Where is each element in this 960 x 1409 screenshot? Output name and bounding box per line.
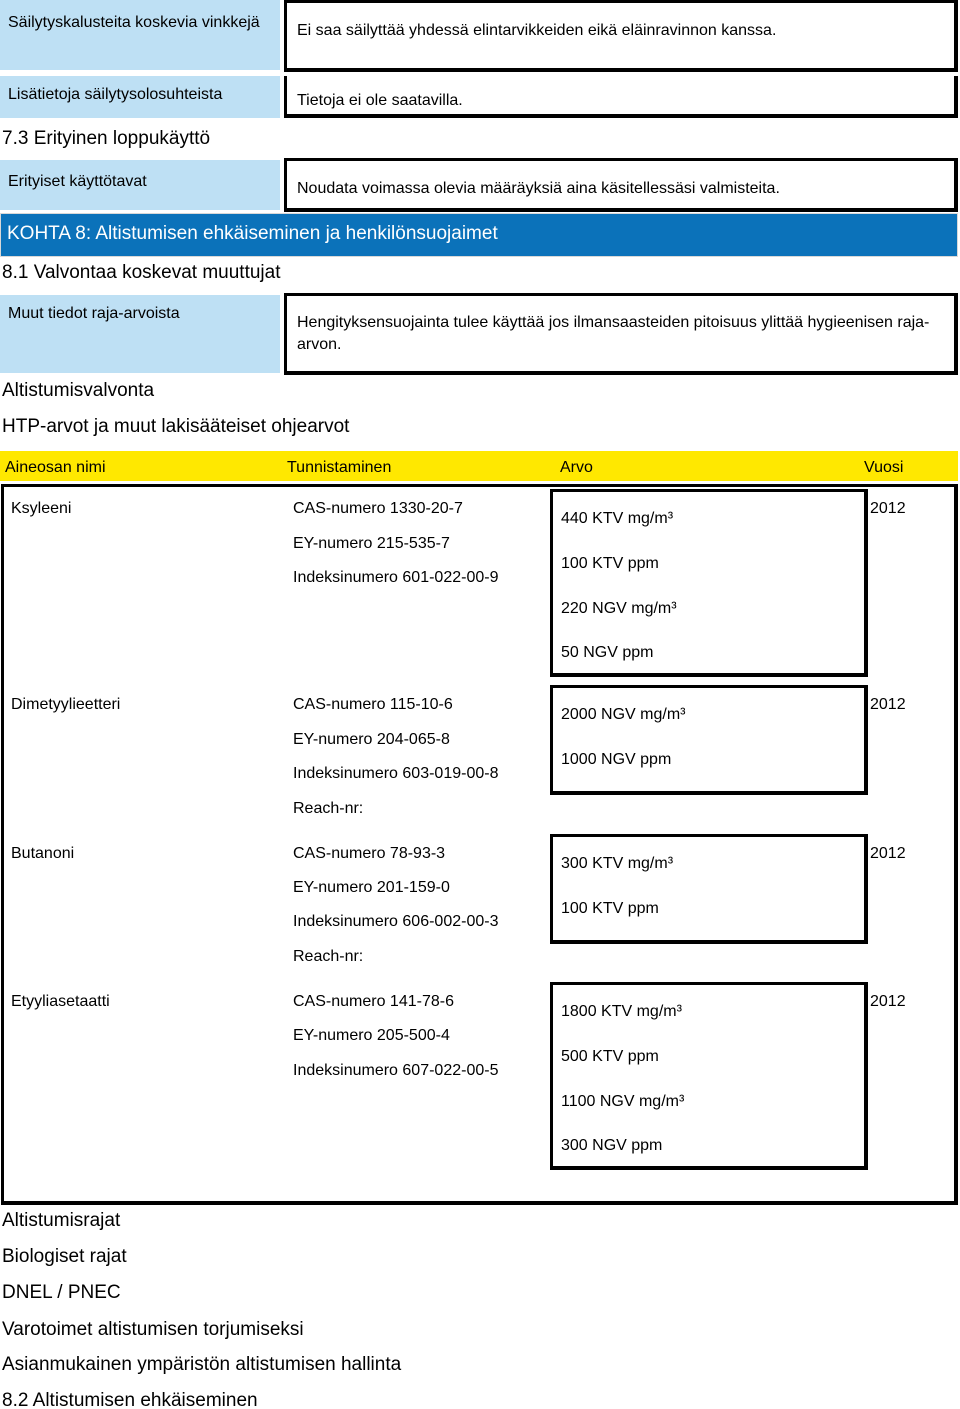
row-2-value-1: 2000 NGV mg/m³ xyxy=(561,706,686,723)
row-1-value-3: 220 NGV mg/m³ xyxy=(561,600,677,617)
row-2-index: Indeksinumero 603-019-00-8 xyxy=(293,765,499,782)
row-1-values xyxy=(550,489,868,677)
row-1-index: Indeksinumero 601-022-00-9 xyxy=(293,569,499,586)
section-8-2-title: 8.2 Altistumisen ehkäiseminen xyxy=(2,1390,258,1409)
row-4-index: Indeksinumero 607-022-00-5 xyxy=(293,1062,499,1079)
row-2-values xyxy=(550,685,868,795)
storage-more-label: Lisätietoja säilytysolosuhteista xyxy=(0,76,280,118)
row-2-ey: EY-numero 204-065-8 xyxy=(293,731,450,748)
row-2-reach: Reach-nr: xyxy=(293,800,364,817)
row-1-ey: EY-numero 215-535-7 xyxy=(293,535,450,552)
row-4-values xyxy=(550,982,868,1170)
row-2-year: 2012 xyxy=(870,696,906,713)
row-4-cas: CAS-numero 141-78-6 xyxy=(293,993,454,1010)
environmental-exposure-heading: Asianmukainen ympäristön altistumisen hallinta xyxy=(2,1354,402,1375)
row-4-name: Etyyliasetaatti xyxy=(11,993,110,1010)
storage-tips-label: Säilytyskalusteita koskevia vinkkejä xyxy=(0,0,280,70)
row-4-value-3: 1100 NGV mg/m³ xyxy=(561,1093,685,1110)
row-3-name: Butanoni xyxy=(11,845,75,862)
row-4-year: 2012 xyxy=(870,993,906,1010)
section-7-3-title: 7.3 Erityinen loppukäyttö xyxy=(2,128,211,149)
storage-more-value: Tietoja ei ole saatavilla. xyxy=(284,76,958,118)
row-1-value-1: 440 KTV mg/m³ xyxy=(561,510,674,527)
row-1-value-4: 50 NGV ppm xyxy=(561,644,654,661)
table-header xyxy=(0,451,958,481)
row-3-year: 2012 xyxy=(870,845,906,862)
header-year: Vuosi xyxy=(864,459,904,476)
header-value: Arvo xyxy=(560,459,593,476)
precautions-heading: Varotoimet altistumisen torjumiseksi xyxy=(2,1319,304,1340)
row-4-value-2: 500 KTV ppm xyxy=(561,1048,659,1065)
biological-limits-heading: Biologiset rajat xyxy=(2,1246,127,1267)
row-3-value-1: 300 KTV mg/m³ xyxy=(561,855,674,872)
row-2-name: Dimetyylieetteri xyxy=(11,696,121,713)
row-4-value-1: 1800 KTV mg/m³ xyxy=(561,1003,682,1020)
section-8-1-title: 8.1 Valvontaa koskevat muuttujat xyxy=(2,262,281,283)
htp-heading: HTP-arvot ja muut lakisääteiset ohjearvot xyxy=(2,416,350,437)
row-2-value-2: 1000 NGV ppm xyxy=(561,751,672,768)
header-identification: Tunnistaminen xyxy=(287,459,392,476)
row-3-cas: CAS-numero 78-93-3 xyxy=(293,845,446,862)
dnel-pnec-heading: DNEL / PNEC xyxy=(2,1282,121,1303)
header-name: Aineosan nimi xyxy=(5,459,106,476)
row-4-value-4: 300 NGV ppm xyxy=(561,1137,663,1154)
exposure-control-heading: Altistumisvalvonta xyxy=(2,380,155,401)
row-3-ey: EY-numero 201-159-0 xyxy=(293,879,450,896)
row-1-cas: CAS-numero 1330-20-7 xyxy=(293,500,463,517)
row-2-cas: CAS-numero 115-10-6 xyxy=(293,696,453,713)
row-3-reach: Reach-nr: xyxy=(293,948,364,965)
limits-value: Hengityksensuojainta tulee käyttää jos ilmansaasteiden pitoisuus ylittää hygieenisen raja-arvon. xyxy=(284,293,958,375)
row-3-value-2: 100 KTV ppm xyxy=(561,900,659,917)
special-uses-value: Noudata voimassa olevia määräyksiä aina käsitellessäsi valmisteita. xyxy=(284,158,958,212)
row-1-name: Ksyleeni xyxy=(11,500,72,517)
storage-tips-value: Ei saa säilyttää yhdessä elintarvikkeiden eikä eläinravinnon kanssa. xyxy=(284,0,958,72)
section-8-banner: KOHTA 8: Altistumisen ehkäiseminen ja henkilönsuojaimet xyxy=(0,213,958,257)
row-1-value-2: 100 KTV ppm xyxy=(561,555,659,572)
row-1-year: 2012 xyxy=(870,500,906,517)
row-4-ey: EY-numero 205-500-4 xyxy=(293,1027,450,1044)
row-3-values xyxy=(550,834,868,944)
limits-label: Muut tiedot raja-arvoista xyxy=(0,295,280,373)
exposure-limits-heading: Altistumisrajat xyxy=(2,1210,121,1231)
row-3-index: Indeksinumero 606-002-00-3 xyxy=(293,913,499,930)
special-uses-label: Erityiset käyttötavat xyxy=(0,160,280,210)
